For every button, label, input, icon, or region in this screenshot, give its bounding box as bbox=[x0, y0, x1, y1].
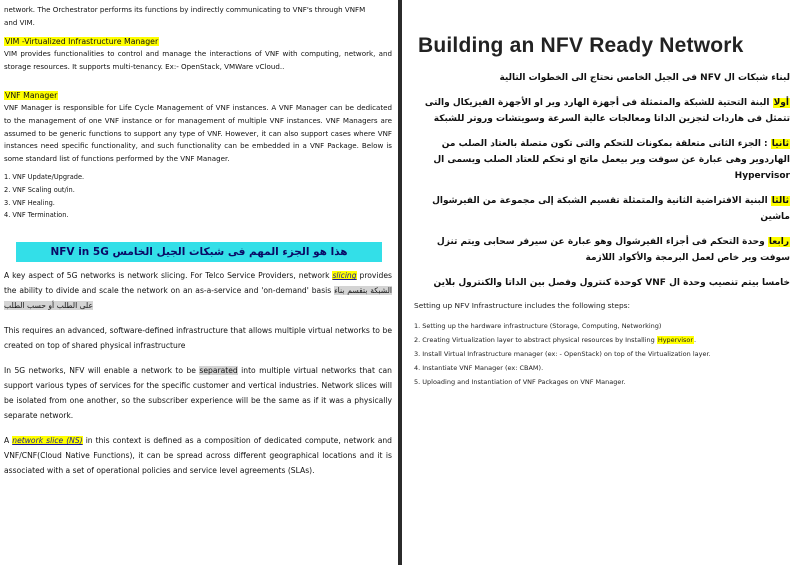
intro-line-2: and VIM. bbox=[4, 17, 35, 27]
page-title: Building an NFV Ready Network bbox=[418, 34, 744, 57]
list-item bbox=[414, 333, 790, 347]
list-item: 5. Uploading and Instantiation of VNF Packages on VNF Manager. bbox=[414, 378, 626, 386]
arabic-intro: لبناء شبكات ال NFV فى الجيل الخامس نحتاج الى الخطوات التالية bbox=[499, 73, 790, 83]
arabic-step-2-text: : الجزء الثانى متعلقة بمكونات للتحكم والتى تكون متصلة بالعتاد الصلب من الهاردوير وهى عبارة عن سوفت وير بيعمل ماتج او تحكم للعتاد الصلب ويسمى ال Hypervisor bbox=[433, 139, 790, 181]
nfv-setup-heading: Setting up NFV Infrastructure includes the following steps: bbox=[414, 301, 630, 310]
arabic-step-4-text: وحدة التحكم فى أجزاء الفيرشوال وهو عبارة عن سيرفر سحابى ويتم تنزل سوفت وير خاص لعمل البرمجة والأكواد اللازمة bbox=[436, 237, 790, 263]
list-item: 1. Setting up the hardware infrastructure (Storage, Computing, Networking) bbox=[414, 322, 662, 330]
slicing-keyword: slicing bbox=[332, 271, 357, 281]
list-item: 4. Instantiate VNF Manager (ex: CBAM). bbox=[414, 364, 544, 372]
arabic-steps bbox=[414, 70, 790, 291]
fiveg-post: into multiple virtual networks that can support various types of services for the specific customer and vertical industries. Network slices will be isolated from one another, so the subscriber experience will be the same as if it was a physically separate network. bbox=[4, 366, 392, 421]
ns-pre: A bbox=[4, 436, 13, 446]
slicing-arabic-note: الشبكة بتقسم بناء على الطلب أو حسب الطلب bbox=[4, 286, 392, 311]
list-item: 3. Install Virtual Infrastructure manager (ex: - OpenStack) on top of the Virtualization layer. bbox=[414, 350, 711, 358]
list-item: 4. VNF Termination. bbox=[4, 211, 69, 220]
intro-line-1: network. The Orchestrator performs its functions by indirectly communicating to VNF's through VNFM bbox=[4, 5, 366, 14]
ns-post: in this context is defined as a composition of dedicated compute, network and VNF/CNF(Cloud Native Functions), it can be spread across different geographical locations and it is associated with a set of operational policies and service level agreements (SLAs). bbox=[4, 436, 392, 476]
vnfm-heading-text: VNF Manager bbox=[5, 91, 58, 101]
fiveg-paragraph bbox=[4, 363, 392, 423]
section-banner: هذا هو الجزء المهم فى شبكات الجيل الخامس NFV in 5G bbox=[16, 242, 382, 262]
step-2-end: . bbox=[694, 336, 697, 344]
vnfm-function-list bbox=[4, 171, 392, 222]
fiveg-pre: In 5G networks, NFV will enable a network to be bbox=[4, 366, 200, 376]
right-document-page bbox=[402, 0, 800, 565]
list-item: 2. VNF Scaling out/in. bbox=[4, 186, 75, 195]
software-paragraph: This requires an advanced, software-defined infrastructure that allows multiple virtual networks to be created on top of shared physical infrastructure bbox=[4, 326, 392, 351]
nfv-setup-steps bbox=[414, 319, 790, 389]
vnfm-paragraph: VNF Manager is responsible for Life Cycle Management of VNF instances. A VNF Manager can be dedicated to the management of one VNF instance or for management of multiple VNF instances. VNF Managers are assumed to be generic functions to support any type of VNF. However, it can also support cases where VNF instances need specific functionality, and such functionality can be embedded in a VNF Package. Below is some standard list of functions performed by the VNF Manager. bbox=[4, 103, 392, 163]
ns-keyword: network slice (NS) bbox=[12, 436, 83, 446]
list-item: 3. VNF Healing. bbox=[4, 198, 55, 207]
arabic-step-4-marker: رابعا bbox=[768, 237, 789, 247]
left-document-page bbox=[0, 0, 398, 565]
vim-heading bbox=[4, 37, 159, 46]
arabic-step-1-marker: أولا bbox=[773, 98, 789, 108]
arabic-step-5: خامسا بيتم تنصيب وحدة ال VNF كوحدة كنترول وفصل بين الداتا والكنترول بلاين bbox=[433, 278, 790, 288]
vim-paragraph: VIM provides functionalities to control and manage the interactions of VNF with computing, network, and storage resources. It supports multi-tenancy. Ex:- OpenStack, VMWare vCloud.. bbox=[4, 49, 392, 71]
arabic-step-2 bbox=[414, 136, 790, 184]
vnfm-heading bbox=[4, 91, 58, 100]
arabic-step-1 bbox=[414, 95, 790, 127]
network-slice-paragraph bbox=[4, 433, 392, 478]
arabic-step-3-text: البنية الافتراضية الثانية والمتمثلة تقسيم الشبكة إلى مجموعة من الفيرشوال ماشين bbox=[432, 196, 790, 222]
arabic-step-1-text: البنة التحتية للشبكة والمتمثلة فى أجهزة الهارد وير او الأجهزة الفيزيكال والتى تتمثل فى هاردات لتجزين الداتا ومعالجات عالية السرعة وسويتشات وروتر للشبكة bbox=[424, 98, 790, 124]
arabic-step-4 bbox=[414, 234, 790, 266]
list-item: 1. VNF Update/Upgrade. bbox=[4, 173, 85, 182]
arabic-step-3-marker: ثالثا bbox=[771, 196, 789, 206]
slicing-paragraph bbox=[4, 268, 392, 313]
slicing-pre: A key aspect of 5G networks is network slicing. For Telco Service Providers, network bbox=[4, 271, 333, 281]
arabic-step-2-marker: ثانيا bbox=[771, 139, 789, 149]
step-2-keyword: Hypervisor bbox=[657, 336, 694, 344]
arabic-step-3 bbox=[414, 193, 790, 225]
step-2-text: 2. Creating Virtualization layer to abstract physical resources by Installing bbox=[414, 336, 657, 344]
vim-heading-text: VIM -Virtualized Infrastructure Manager bbox=[5, 37, 159, 47]
fiveg-keyword: separated bbox=[199, 366, 238, 376]
slicing-post: provides the ability to divide and scale the network on an as-a-service and 'on-demand' basis bbox=[4, 271, 392, 296]
